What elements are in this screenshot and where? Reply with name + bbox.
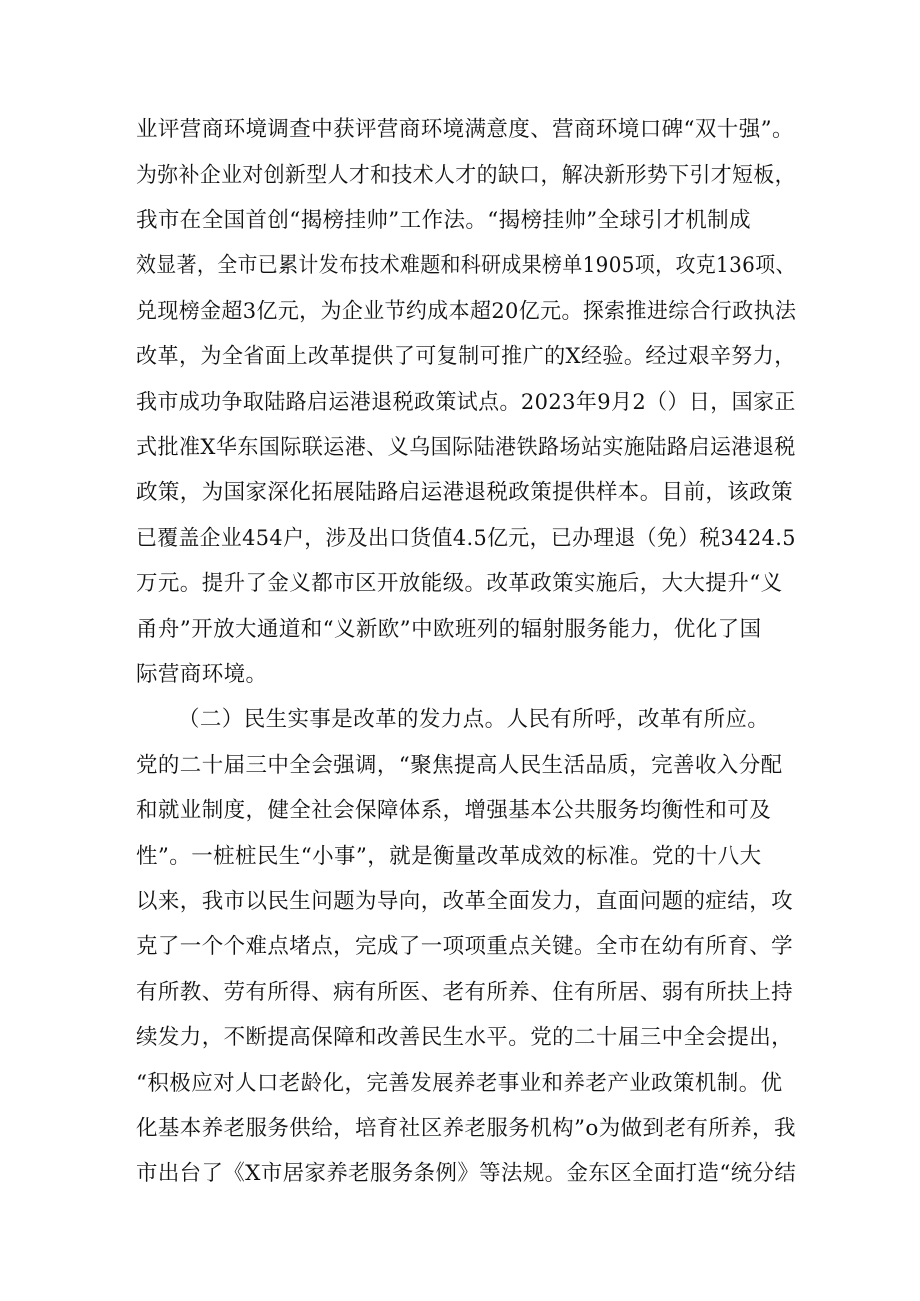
text-line: 业评营商环境调查中获评营商环境满意度、营商环境口碑“双十强”。 xyxy=(136,117,794,142)
text-line: 市出台了《X市居家养老服务条例》等法规。金东区全面打造“统分结 xyxy=(136,1161,797,1186)
text-line: 际营商环境。 xyxy=(136,662,268,687)
text-line: 有所教、劳有所得、病有所医、老有所养、住有所居、弱有所扶上持 xyxy=(136,980,794,1005)
text-line: 续发力，不断提高保障和改善民生水平。党的二十届三中全会提出， xyxy=(136,1025,794,1050)
text-line: 以来，我市以民生问题为导向，改革全面发力，直面问题的症结，攻 xyxy=(136,889,794,914)
text-line: 甬舟”开放大通道和“义新欧”中欧班列的辐射服务能力，优化了国 xyxy=(136,617,762,642)
text-line: 兑现榜金超3亿元，为企业节约成本超20亿元。探索推进综合行政执法 xyxy=(136,299,797,324)
text-line: 式批准X华东国际联运港、义乌国际陆港铁路场站实施陆路启运港退税 xyxy=(136,435,796,460)
text-line: 改革，为全省面上改革提供了可复制可推广的X经验。经过艰辛努力， xyxy=(136,344,796,369)
text-line: 已覆盖企业454户，涉及出口货值4.5亿元，已办理退（免）税3424.5 xyxy=(136,526,796,551)
text-line: 我市在全国首创“揭榜挂帅”工作法。“揭榜挂帅”全球引才机制成 xyxy=(136,208,751,233)
text-line: 政策，为国家深化拓展陆路启运港退税政策提供样本。目前，该政策 xyxy=(136,480,794,505)
text-line: 和就业制度，健全社会保障体系，增强基本公共服务均衡性和可及 xyxy=(136,798,772,823)
text-line: 党的二十届三中全会强调，“聚焦提高人民生活品质，完善收入分配 xyxy=(136,753,783,778)
text-line: 我市成功争取陆路启运港退税政策试点。2023年9月2（）日，国家正 xyxy=(136,390,796,415)
section-heading-line: （二）民生实事是改革的发力点。人民有所呼，改革有所应。 xyxy=(178,707,770,732)
text-line: 效显著，全市已累计发布技术难题和科研成果榜单1905项，攻克136项、 xyxy=(136,253,796,278)
text-line: 万元。提升了金义都市区开放能级。改革政策实施后，大大提升“义 xyxy=(136,571,783,596)
text-line: 化基本养老服务供给，培育社区养老服务机构”o为做到老有所养，我 xyxy=(136,1116,796,1141)
text-line: 性”。一桩桩民生“小事”，就是衡量改革成效的标准。党的十八大 xyxy=(136,844,762,869)
text-line: 克了一个个难点堵点，完成了一项项重点关键。全市在幼有所育、学 xyxy=(136,934,794,959)
text-line: “积极应对人口老龄化，完善发展养老事业和养老产业政策机制。优 xyxy=(136,1071,783,1096)
text-line: 为弥补企业对创新型人才和技术人才的缺口，解决新形势下引才短板， xyxy=(136,163,796,188)
